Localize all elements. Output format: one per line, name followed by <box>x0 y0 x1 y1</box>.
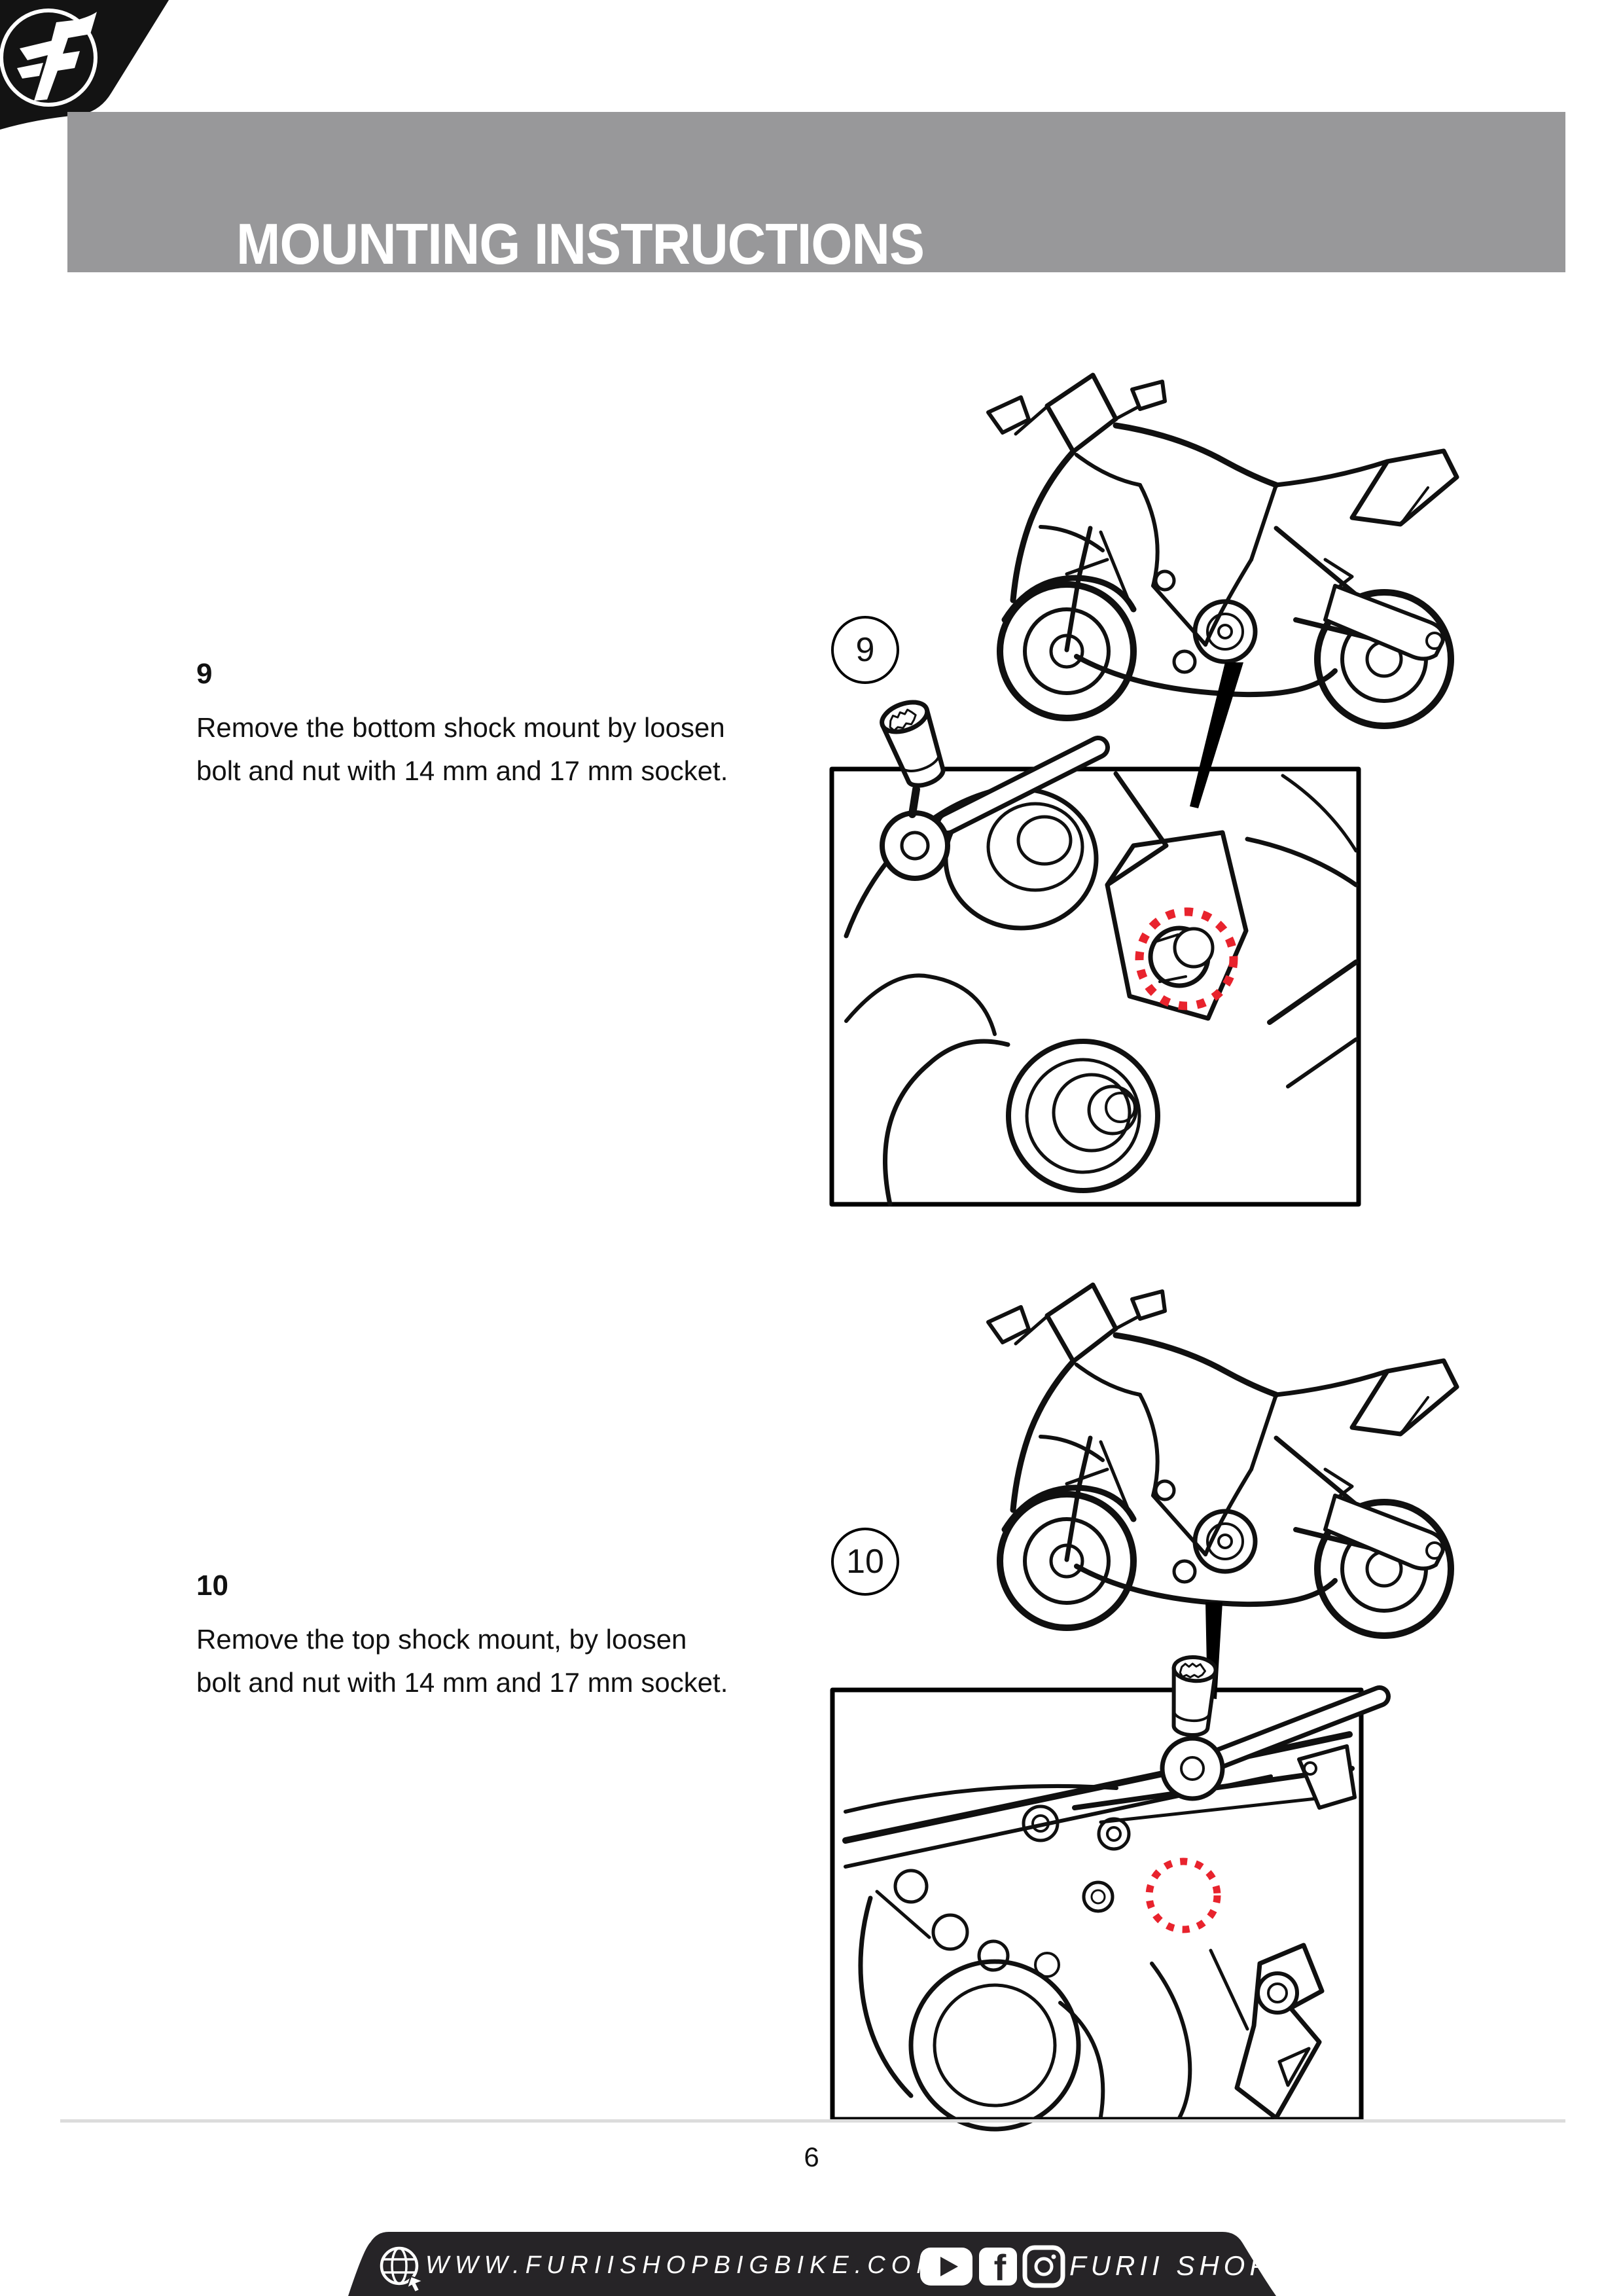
footer-brand: FURII SHOP <box>1069 2250 1273 2281</box>
facebook-icon <box>979 2247 1017 2288</box>
step-9-leader-line <box>1190 662 1243 808</box>
footer-website: WWW.FURIISHOPBIGBIKE.COM <box>425 2251 943 2279</box>
step-10-highlight-circle <box>1149 1861 1217 1929</box>
step-9-callout-number: 9 <box>855 631 875 669</box>
step-10-figure <box>832 1285 1457 2129</box>
step-10-callout-number: 10 <box>846 1543 884 1581</box>
socket-bit <box>1169 1656 1217 1736</box>
step-10-line-2: bolt and nut with 14 mm and 17 mm socket. <box>196 1667 728 1698</box>
step-10-number: 10 <box>196 1570 228 1602</box>
step-10-leader-line <box>1205 1602 1222 1699</box>
step-9-socket-wrench <box>878 696 1098 878</box>
ratchet-head <box>1162 1738 1222 1799</box>
step-10-socket-wrench <box>1162 1656 1380 1799</box>
step-10-callout-badge <box>831 1528 899 1596</box>
page-title: MOUNTING INSTRUCTIONS <box>236 211 925 276</box>
facebook-f-glyph: f <box>993 2247 1007 2288</box>
step-9-figure <box>832 375 1457 1204</box>
socket-bit <box>878 696 950 791</box>
wrench-handle <box>948 747 1098 823</box>
step-10-line-1: Remove the top shock mount, by loosen <box>196 1624 687 1655</box>
step-9-highlight-circle <box>1139 912 1234 1006</box>
step-9-line-2: bolt and nut with 14 mm and 17 mm socket. <box>196 755 728 786</box>
motorcycle-illustration-step-9 <box>988 375 1457 726</box>
step-9-number: 9 <box>196 658 213 690</box>
page-number: 6 <box>804 2142 819 2172</box>
step-9-detail-art <box>846 774 1356 1204</box>
wrench-handle <box>1217 1696 1380 1759</box>
step-9-line-1: Remove the bottom shock mount by loosen <box>196 712 725 743</box>
header-bar <box>67 112 1565 276</box>
motorcycle-illustration-step-10 <box>988 1285 1457 1636</box>
step-10-detail-box <box>832 1690 1361 2119</box>
step-9-callout-badge <box>831 616 899 684</box>
step-9-detail-box <box>832 769 1359 1204</box>
step-9-text-block <box>196 656 785 793</box>
ratchet-head <box>882 813 948 878</box>
footer-divider-line <box>60 2119 1565 2123</box>
step-10-detail-art <box>846 1734 1355 2129</box>
step-10-text-block <box>196 1568 785 1704</box>
